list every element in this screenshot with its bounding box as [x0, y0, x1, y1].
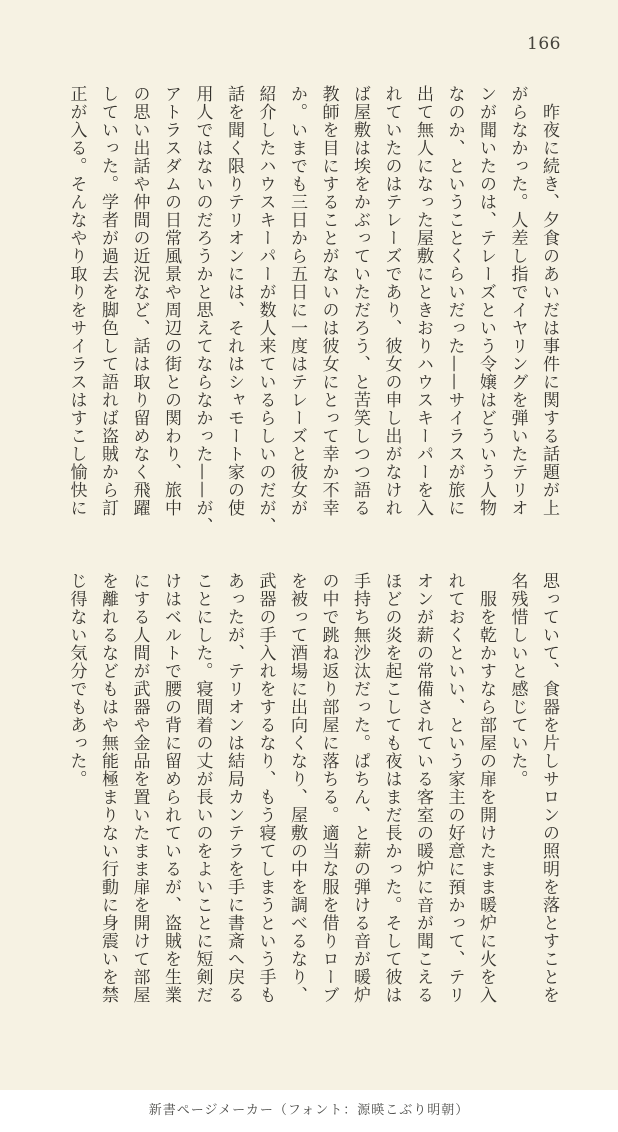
text-line: 思っていて、食器を片しサロンの照明を落とすことを — [539, 572, 559, 1004]
text-line: していった。学者が過去を脚色して語れば盗賊から訂 — [98, 85, 118, 517]
text-line: の思い出話や仲間の近況など、話は取り留めなく飛躍 — [129, 85, 150, 517]
text-line: 手持ち無沙汰だった。ぱちん、と薪の弾ける音が暖炉 — [350, 572, 370, 1004]
text-block-lower — [60, 572, 564, 1005]
text-line: を離れるなどもはや無能極まりない行動に身震いを禁 — [98, 572, 118, 1004]
text-line: けはベルトで腰の背に留められているが、盗賊を生業 — [161, 572, 181, 1004]
text-line: 昨夜に続き、夕食のあいだは事件に関する話題が上 — [539, 85, 559, 517]
text-line: ンが聞いたのは、テレーズという令嬢はどういう人物 — [476, 85, 496, 517]
text-line: の中で跳ね返り部屋に落ちる。適当な服を借りローブ — [318, 572, 339, 1004]
text-line: 話を聞く限りテリオンには、それはシャモート家の使 — [224, 85, 244, 517]
text-line: 正が入る。そんなやり取りをサイラスはすこし愉快に — [66, 85, 87, 517]
text-line: 名残惜しいと感じていた。 — [507, 572, 528, 788]
text-line: 教師を目にすることがないのは彼女にとって幸か不幸 — [318, 85, 339, 517]
text-line: アトラスダムの日常風景や周辺の街との関わり、旅中 — [161, 85, 181, 517]
text-block-upper — [60, 85, 564, 535]
text-line: を被って酒場に出向くなり、屋敷の中を調べるなり、 — [287, 572, 307, 1004]
text-line: ば屋敷は埃をかぶっていただろう、と苦笑しつつ語る — [350, 85, 370, 517]
text-line: か。いまでも三日から五日に一度はテレーズと彼女が — [287, 85, 307, 517]
text-line: 武器の手入れをするなり、もう寝てしまうという手も — [255, 572, 276, 1004]
text-line: れておくといい、という家主の好意に預かって、テリ — [444, 572, 465, 1004]
text-line: あったが、テリオンは結局カンテラを手に書斎へ戻る — [224, 572, 244, 1004]
text-line: オンが薪の常備されている客室の暖炉に音が聞こえる — [413, 572, 433, 1004]
text-line: がらなかった。人差し指でイヤリングを弾いたテリオ — [507, 85, 528, 517]
text-line: 用人ではないのだろうかと思えてならなかった——が、 — [192, 85, 213, 535]
text-line: なのか、ということくらいだった——サイラスが旅に — [444, 85, 465, 517]
text-line: 服を乾かすなら部屋の扉を開けたまま暖炉に火を入 — [476, 572, 496, 1004]
footer-bar — [0, 1090, 618, 1132]
text-line: にする人間が武器や金品を置いたまま扉を開けて部屋 — [129, 572, 150, 1004]
text-line: 紹介したハウスキーパーが数人来ているらしいのだが、 — [255, 85, 276, 535]
page-number: 166 — [527, 34, 561, 54]
text-line: ほどの炎を起こしても夜はまだ長かった。そして彼は — [381, 572, 402, 1004]
footer-caption: 新書ページメーカー（フォント：源暎こぶり明朝） — [148, 1103, 470, 1118]
text-line: じ得ない気分でもあった。 — [66, 572, 87, 788]
text-line: れていたのはテレーズであり、彼女の申し出がなけれ — [381, 85, 402, 517]
text-line: 出て無人になった屋敷にときおりハウスキーパーを入 — [413, 85, 433, 517]
text-line: ことにした。寝間着の丈が長いのをよいことに短剣だ — [192, 572, 213, 1004]
